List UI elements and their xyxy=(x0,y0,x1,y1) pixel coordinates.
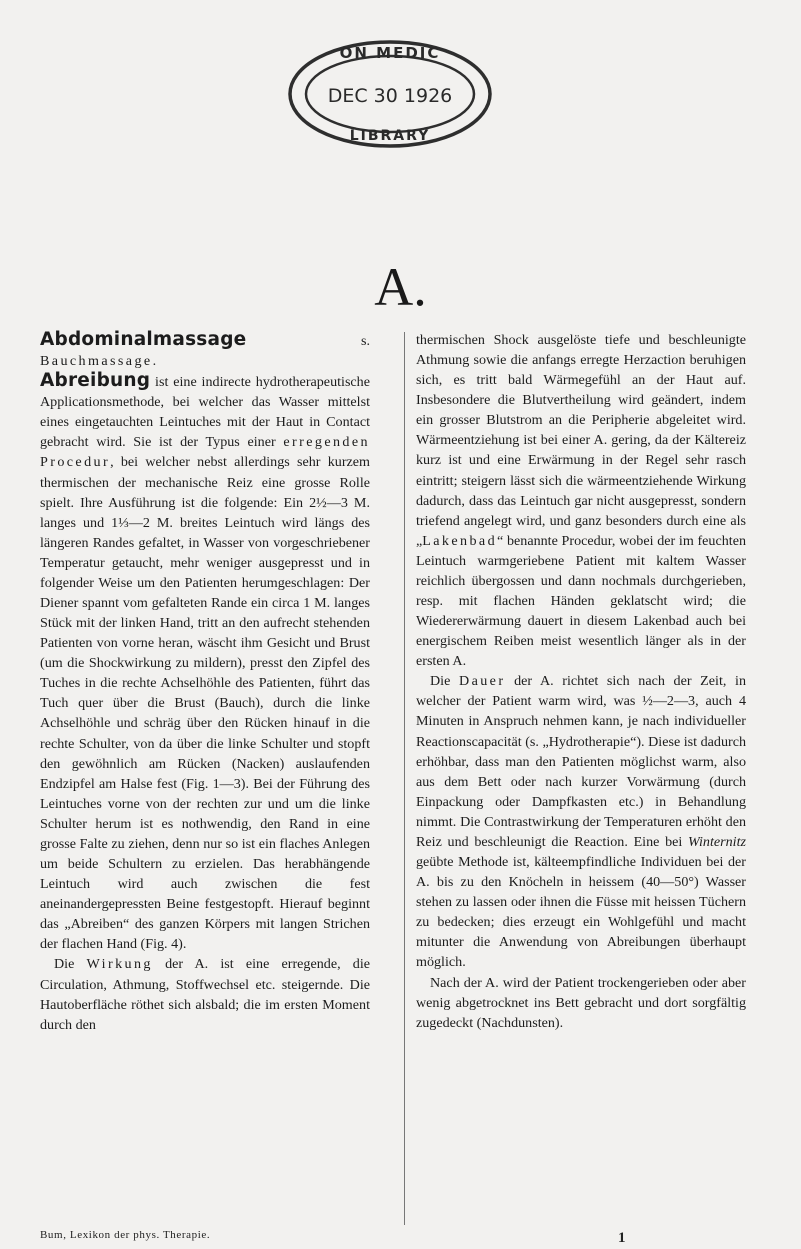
stamp-date: DEC 30 1926 xyxy=(327,85,453,107)
cross-reference: Bauchmassage xyxy=(40,353,153,370)
wirkung-text-b: der A. ist eine erregende, die Circulation, Athmung, Stoffwechsel etc. steigernde. Die Hautoberfläche röthet sich alsbald; die im ersten Moment durch den xyxy=(40,956,371,1033)
right-p1-text-a: thermischen Shock ausgelöste tiefe und beschleunigte Athmung sowie die anfangs erregte Herzaction beruhigen sich, es tritt bald Wärmegefühl an der Haut auf. Insbesondere die Blutvertheilung wird geändert, indem ein grosser Blutstrom an die Peripherie abgeleitet wird. Wärmeentziehung ist bei einer A. gering, da der Kältereiz kurz ist und eine Erwärmung in der Regel sehr rasch eintritt; steigern lässt sich die wärmeentziehende Wirkung dadurch, dass das Leintuch gar nicht ausgepresst, sondern triefend angelegt wird, und ganz besonders durch eine als „ xyxy=(416,332,746,549)
winternitz-name: Winternitz xyxy=(688,833,746,850)
entry-abreibung xyxy=(40,371,370,954)
right-paragraph-1 xyxy=(416,330,746,671)
page-number: 1 xyxy=(618,1230,626,1246)
right-p1-text-b: “ benannte Procedur, wobei der im feuchten Leintuch warmgeriebene Patient mit kaltem Wasser reichlich übergossen und dann nochmals durchgerieben, resp. mit flachen Händen geklatscht wird; die Wiedererwärmung dauert in diesem Lakenbad auch bei energischem Reiben meist wesentlich länger als in der ersten A. xyxy=(416,532,746,670)
see-reference: s. xyxy=(246,333,370,349)
dauer-text-a: Die xyxy=(430,673,459,690)
dauer-text-b: der A. richtet sich nach der Zeit, in welcher der Patient warm wird, was ½—2—3, auch 4 Minuten in Anspruch nehmen kann, je nach individueller Reactionscapacität (s. „Hydrotherapie“). Diese ist dadurch erhöhbar, dass man den Patienten möglichst warm, also aus dem Bett oder nach kurzer Vorwärmung (durch Einpackung oder Dampfkasten etc.) in Behandlung nimmt. Die Contrastwirkung der Temperaturen erhöht den Reiz und beschleunigt die Reaction. Eine bei xyxy=(416,673,746,850)
wirkung-text-a: Die xyxy=(54,956,87,973)
section-letter: A. xyxy=(374,257,427,317)
column-divider xyxy=(404,332,405,1225)
abreibung-emphasis: erregenden Procedur xyxy=(40,434,370,471)
stamp-top-text: ON MEDIC xyxy=(339,44,441,62)
abreibung-text-a: ist eine indirecte hydrotherapeutische Applicationsmethode, bei welcher das Wasser mittelst eines eingetauchten Leintuches mit der Haut in Contact gebracht wird. Sie ist der Typus einer xyxy=(40,374,370,451)
entry-abdominalmassage xyxy=(40,330,370,371)
library-stamp xyxy=(286,38,494,150)
wirkung-paragraph xyxy=(40,954,370,1034)
lakenbad-emphasis: Lakenbad xyxy=(422,532,498,549)
headword-abdominalmassage: Abdominalmassage xyxy=(40,329,247,350)
dauer-paragraph xyxy=(416,671,746,972)
dauer-text-c: geübte Methode ist, kälteempfindliche Individuen bei der A. bis zu den Knöcheln in heissem (40—50°) Wasser stehen zu lassen oder ihnen die Füsse mit heissen Tüchern zu bedecken; dies erzeugt ein Wohlgefühl und macht mitunter die Anwendung von Abreibungen überhaupt möglich. xyxy=(416,854,746,971)
footer-citation: Bum, Lexikon der phys. Therapie. xyxy=(40,1229,211,1241)
cross-reference-tail: . xyxy=(152,353,157,370)
headword-abreibung: Abreibung xyxy=(40,370,151,392)
right-column xyxy=(416,330,746,1033)
stamp-bottom-text: LIBRARY xyxy=(349,128,431,144)
wirkung-emphasis: Wirkung xyxy=(86,956,153,973)
abreibung-text-b: , bei welcher nebst allerdings sehr kurzem thermischen der mechanische Reiz eine grosse Rolle spielt. Ihre Ausführung ist die folgende: Ein 2½—3 M. langes und 1⅓—2 M. breites Leintuch wird längs des längeren Randes gefaltet, in Wasser von vorgeschriebener Temperatur getaucht, mehr weniger ausgepresst und in folgender Weise um den Patienten herumgeschlagen: Der Diener spannt vom gefalteten Rande ein circa 1 M. langes Stück mit der linken Hand, tritt an den aufrecht stehenden Patienten von vorne heran, wäscht ihm Gesicht und Brust (um die Shockwirkung zu mildern), presst den Zipfel des Tuches in die rechte Achselhöhle des Patienten, führt das Tuch quer über die Brust (Bauch), durch die linke Achselhöhle und schräg über den Rücken hinauf in die rechte Schulter, von da über die linke Schulter und stopft den gewöhnlich am Rücken (Nacken) auslaufenden Endzipfel am Halse fest (Fig. 1—3). Bei der Führung des Leintuches vorne von der rechten zur und um die linke Schulter herum ist es nothwendig, den Rand in eine grosse Falte zu ziehen, denn nur so ist ein flaches Anlegen um beide Schultern zu erzielen. Das herabhängende Leintuch wird auch zwischen die fest aneinandergepressten Beine festgestopft. Hierauf beginnt das „Abreiben“ des ganzen Körpers mit langen Strichen der flachen Hand (Fig. 4). xyxy=(40,454,370,953)
nachdunsten-paragraph: Nach der A. wird der Patient trockengerieben oder aber wenig abgetrocknet ins Bett gebracht und dort sorgfältig zugedeckt (Nachdunsten). xyxy=(416,974,746,1031)
left-column xyxy=(40,330,370,1035)
dauer-emphasis: Dauer xyxy=(459,673,506,690)
